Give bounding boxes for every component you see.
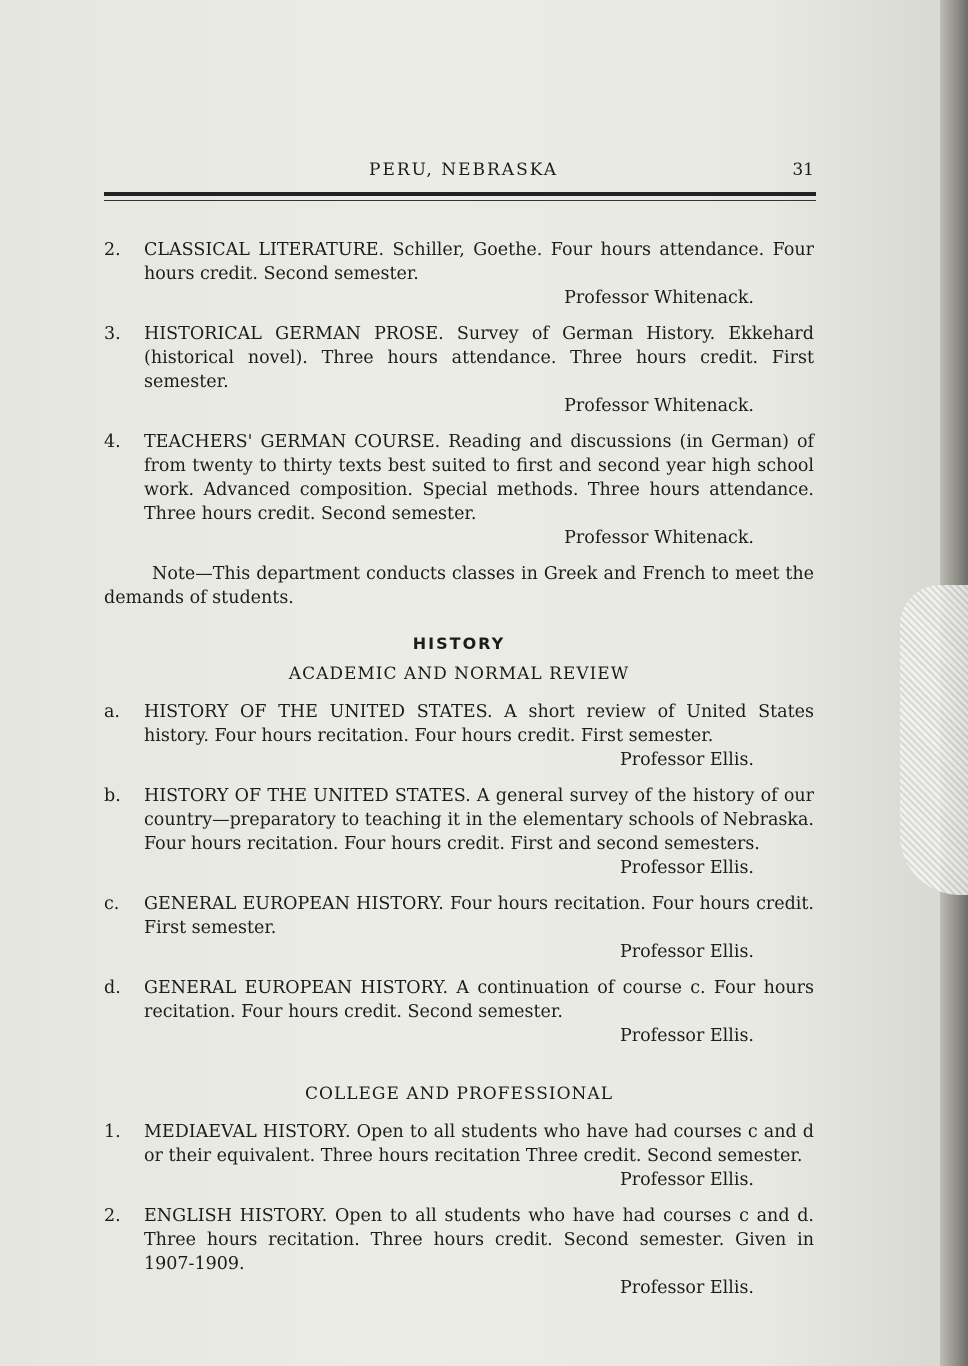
entry-text: TEACHERS' GERMAN COURSE. Reading and discussions (in German) of from twenty to thirty texts best suited to first and second year high school work. Advanced composition. Special methods. Three hours attendance. Three hours credit. Second semester. (144, 432, 814, 524)
body-text (104, 238, 814, 1312)
entry-text: HISTORY OF THE UNITED STATES. A short review of United States history. Four hours recitation. Four hours credit. First semester. (144, 702, 814, 746)
entry-text: GENERAL EUROPEAN HISTORY. Four hours recitation. Four hours credit. First semester. (144, 894, 814, 938)
section-title-history: HISTORY (412, 634, 506, 653)
entry-professor: Professor Ellis. (619, 1026, 754, 1046)
entry-text: CLASSICAL LITERATURE. Schiller, Goethe. Four hours attendance. Four hours credit. Second semester. (144, 240, 814, 284)
department-note: Note—This department conducts classes in Greek and French to meet the demands of students. (104, 564, 814, 608)
entry-professor: Professor Ellis. (619, 750, 754, 770)
course-entry (104, 784, 814, 880)
entry-number: c. (104, 894, 120, 914)
entry-number: b. (104, 786, 121, 806)
course-entry (104, 322, 814, 418)
entry-number: 1. (104, 1122, 121, 1142)
entry-professor: Professor Ellis. (619, 1170, 754, 1190)
entry-number: 3. (104, 324, 121, 344)
entry-text: MEDIAEVAL HISTORY. Open to all students who have had courses c and d or their equivalent. Three hours recitation Three credit. Second semester. (144, 1122, 814, 1166)
subsection-title-college: COLLEGE AND PROFESSIONAL (305, 1084, 613, 1104)
page-header (104, 160, 814, 184)
entry-professor: Professor Whitenack. (564, 288, 754, 308)
entry-professor: Professor Whitenack. (564, 528, 754, 548)
entry-number: 2. (104, 1206, 121, 1226)
entry-number: a. (104, 702, 120, 722)
entry-text: ENGLISH HISTORY. Open to all students who have had courses c and d. Three hours recitation. Three hours credit. Second semester. Given in 1907-1909. (144, 1206, 814, 1274)
course-entry (104, 1204, 814, 1300)
entry-text: HISTORY OF THE UNITED STATES. A general survey of the history of our country—preparatory to teaching it in the elementary schools of Nebraska. Four hours recitation. Four hours credit. First and second semesters. (144, 786, 814, 854)
header-rule-thick (104, 192, 816, 196)
entry-professor: Professor Ellis. (619, 858, 754, 878)
entry-text: HISTORICAL GERMAN PROSE. Survey of German History. Ekkehard (historical novel). Three hours attendance. Three hours credit. First semester. (144, 324, 814, 392)
course-entry (104, 430, 814, 550)
course-entry (104, 1120, 814, 1192)
entry-professor: Professor Ellis. (619, 942, 754, 962)
course-entry (104, 238, 814, 310)
entry-number: d. (104, 978, 121, 998)
subsection-title-academic: ACADEMIC AND NORMAL REVIEW (288, 664, 630, 684)
course-entry (104, 976, 814, 1048)
page-number: 31 (792, 160, 814, 180)
entry-professor: Professor Whitenack. (564, 396, 754, 416)
course-entry (104, 892, 814, 964)
entry-professor: Professor Ellis. (619, 1278, 754, 1298)
entry-number: 4. (104, 432, 121, 452)
entry-number: 2. (104, 240, 121, 260)
course-entry (104, 700, 814, 772)
header-rule-thin (104, 200, 816, 201)
running-head: PERU, NEBRASKA (369, 160, 559, 180)
thumb-overlay (900, 585, 968, 895)
entry-text: GENERAL EUROPEAN HISTORY. A continuation of course c. Four hours recitation. Four hours credit. Second semester. (144, 978, 814, 1022)
